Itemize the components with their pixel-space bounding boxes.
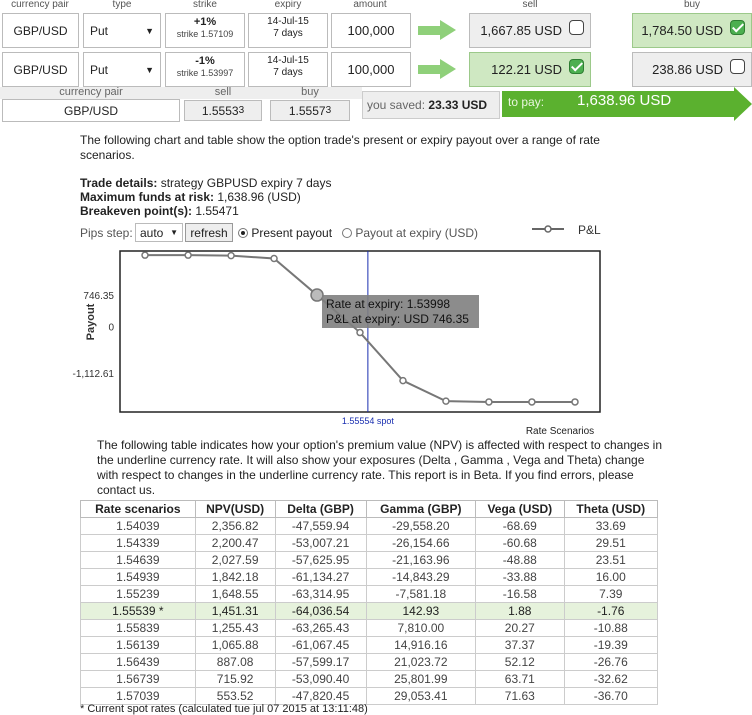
spot-buy-sub: 3 (325, 105, 332, 116)
table-row (81, 535, 658, 552)
table-cell: 7,810.00 (366, 620, 476, 637)
pips-step-value: auto (140, 225, 164, 240)
trade-1-strike-label: strike 1.57109 (176, 29, 234, 39)
max-funds-label: Maximum funds at risk: (80, 190, 215, 204)
trade-1-buy-price[interactable] (632, 13, 752, 48)
table-cell: -61,067.45 (275, 637, 366, 654)
y-tick-label: 0 (108, 322, 114, 334)
table-cell: 1.55539 * (81, 603, 196, 620)
saved-box (362, 91, 500, 119)
table-cell: -19.39 (564, 637, 658, 654)
trade-2-type-value: Put (90, 62, 109, 77)
header-expiry: expiry (274, 0, 302, 10)
y-tick-label: 746.35 (83, 291, 114, 303)
table-cell: -64,036.54 (275, 603, 366, 620)
spot-sell-value: 1.5553 (201, 103, 239, 118)
column-header: Vega (USD) (476, 501, 564, 518)
table-cell: -21,163.96 (366, 552, 476, 569)
dropdown-arrow-icon: ▼ (145, 64, 154, 75)
trade-2-strike-label: strike 1.53997 (176, 68, 234, 78)
table-cell: -33.88 (476, 569, 564, 586)
trade-2-expiry-days: 7 days (273, 67, 303, 78)
chart-legend (532, 226, 564, 232)
table-row (81, 518, 658, 535)
table-cell: -63,314.95 (275, 586, 366, 603)
table-cell: 715.92 (195, 671, 275, 688)
data-point[interactable] (529, 399, 535, 405)
table-cell: -60.68 (476, 535, 564, 552)
greeks-table (80, 500, 658, 705)
table-cell: 29,053.41 (366, 688, 476, 705)
table-cell: 2,356.82 (195, 518, 275, 535)
table-row (81, 569, 658, 586)
table-cell: 63.71 (476, 671, 564, 688)
table-cell: -68.69 (476, 518, 564, 535)
table-cell: -29,558.20 (366, 518, 476, 535)
max-funds (80, 190, 301, 205)
dropdown-arrow-icon: ▼ (170, 228, 178, 237)
table-cell: 1.55839 (81, 620, 196, 637)
arrow-right-icon (418, 59, 458, 79)
table-cell: 1,255.43 (195, 620, 275, 637)
trade-1-buy-checkbox[interactable] (730, 20, 745, 35)
table-cell: 14,916.16 (366, 637, 476, 654)
trade-1-buy-value: 1,784.50 USD (641, 23, 723, 38)
table-cell: -16.58 (476, 586, 564, 603)
trade-details-label: Trade details: (80, 176, 158, 190)
table-cell: -53,090.40 (275, 671, 366, 688)
data-point[interactable] (185, 252, 191, 258)
breakeven-value: 1.55471 (195, 204, 239, 218)
table-cell: 1.88 (476, 603, 564, 620)
table-cell: 37.37 (476, 637, 564, 654)
spot-sell-rate (184, 100, 262, 121)
trade-2-pair: GBP/USD (2, 52, 79, 87)
table-cell: 52.12 (476, 654, 564, 671)
spot-label: 1.55554 spot (341, 416, 394, 426)
trade-1-sell-price[interactable] (469, 13, 591, 48)
trade-details-value: strategy GBPUSD expiry 7 days (160, 176, 332, 190)
max-funds-value: 1,638.96 (USD) (217, 190, 301, 204)
trade-2-sell-value: 122.21 USD (491, 62, 562, 77)
table-cell: -26,154.66 (366, 535, 476, 552)
table-cell: -53,007.21 (275, 535, 366, 552)
trade-1-expiry-date: 14-Jul-15 (267, 16, 309, 27)
trade-details (80, 176, 331, 191)
table-cell: -57,625.95 (275, 552, 366, 569)
x-axis-label: Rate Scenarios (525, 426, 595, 437)
table-cell: 142.93 (366, 603, 476, 620)
table-cell: 887.08 (195, 654, 275, 671)
intro-text: The following chart and table show the option trade's present or expiry payout over a range of rate scenarios. (80, 133, 600, 162)
saved-label: you saved: (367, 98, 426, 112)
arrow-right-icon (418, 20, 458, 40)
trade-1-pair: GBP/USD (2, 13, 79, 48)
trade-2-strike-pct: -1% (195, 55, 215, 67)
legend-pl-text: P&L (578, 223, 601, 237)
table-cell: 29.51 (564, 535, 658, 552)
trade-1-type-value: Put (90, 23, 109, 38)
data-point[interactable] (486, 399, 492, 405)
table-cell: 1.54639 (81, 552, 196, 569)
table-cell: 7.39 (564, 586, 658, 603)
table-cell: 1.55239 (81, 586, 196, 603)
spot-buy-value: 1.5557 (288, 103, 326, 118)
trade-2-sell-checkbox[interactable] (569, 59, 584, 74)
trade-2-expiry[interactable] (248, 52, 328, 87)
breakeven-label: Breakeven point(s): (80, 204, 193, 218)
dropdown-arrow-icon: ▼ (145, 25, 154, 36)
table-intro: The following table indicates how your option's premium value (NPV) is affected with respect to changes in the underline currency rate. It will also show your exposures (Delta , Gamma , Vega and Theta) change with respect to changes in the underline currency rate. This report is in Beta. If you find errors, please contact us. (97, 438, 663, 497)
table-cell: -7,581.18 (366, 586, 476, 603)
saved-value: 23.33 USD (428, 98, 488, 112)
data-point[interactable] (271, 256, 277, 262)
tooltip-rate: Rate at expiry: 1.53998 (326, 297, 451, 311)
trade-1-strike[interactable] (165, 13, 245, 48)
spot-sell-sub: 3 (238, 105, 245, 116)
trade-2-type-select[interactable] (83, 52, 161, 87)
spot-buy-rate (270, 100, 350, 121)
table-cell: -61,134.27 (275, 569, 366, 586)
column-header: Theta (USD) (564, 501, 658, 518)
table-cell: 1.56139 (81, 637, 196, 654)
table-row (81, 671, 658, 688)
table-cell: 21,023.72 (366, 654, 476, 671)
table-cell: 1.54939 (81, 569, 196, 586)
table-row (81, 637, 658, 654)
table-row (81, 654, 658, 671)
table-cell: -26.76 (564, 654, 658, 671)
refresh-button[interactable]: refresh (185, 223, 233, 242)
column-header: Rate scenarios (81, 501, 196, 518)
table-cell: 25,801.99 (366, 671, 476, 688)
trade-1-strike-pct: +1% (193, 16, 217, 28)
y-tick-label: -1,112.61 (72, 368, 114, 380)
table-row (81, 688, 658, 705)
data-point[interactable] (443, 398, 449, 404)
trade-1-type-select[interactable] (83, 13, 161, 48)
table-cell: -63,265.43 (275, 620, 366, 637)
spot-header-buy: buy (301, 86, 319, 98)
breakeven (80, 204, 239, 219)
table-row (81, 552, 658, 569)
table-cell: 33.69 (564, 518, 658, 535)
header-buy: buy (683, 0, 701, 10)
table-cell: -47,820.45 (275, 688, 366, 705)
data-point[interactable] (357, 330, 363, 336)
table-cell: 71.63 (476, 688, 564, 705)
table-cell: 1,842.18 (195, 569, 275, 586)
table-cell: 16.00 (564, 569, 658, 586)
table-cell: -32.62 (564, 671, 658, 688)
trade-1-amount[interactable]: 100,000 (331, 13, 411, 48)
table-row (81, 603, 658, 620)
y-axis-label: Payout (85, 303, 97, 341)
tooltip-pl: P&L at expiry: USD 746.35 (326, 312, 469, 326)
table-cell: -10.88 (564, 620, 658, 637)
trade-2-expiry-date: 14-Jul-15 (267, 55, 309, 66)
payment-summary (362, 87, 752, 121)
footnote: * Current spot rates (calculated tue jul 07 2015 at 13:11:48) (80, 703, 368, 715)
data-point[interactable] (311, 289, 323, 301)
trade-2-buy-value: 238.86 USD (652, 62, 723, 77)
data-point[interactable] (142, 252, 148, 258)
spot-header-sell: sell (214, 86, 232, 98)
trade-2-strike[interactable] (165, 52, 245, 87)
table-cell: -48.88 (476, 552, 564, 569)
spot-header-pair: currency pair (59, 86, 123, 98)
table-row (81, 620, 658, 637)
table-cell: 1,648.55 (195, 586, 275, 603)
trade-2-amount[interactable]: 100,000 (331, 52, 411, 87)
table-cell: 2,027.59 (195, 552, 275, 569)
table-cell: -1.76 (564, 603, 658, 620)
header-currency-pair: currency pair (11, 0, 69, 10)
column-header: NPV(USD) (195, 501, 275, 518)
trade-1-sell-value: 1,667.85 USD (480, 23, 562, 38)
table-cell: 1,065.88 (195, 637, 275, 654)
table-header-row (81, 501, 658, 518)
expiry-payout-label: Payout at expiry (USD) (355, 226, 479, 240)
table-cell: 23.51 (564, 552, 658, 569)
data-point[interactable] (400, 378, 406, 384)
pips-step-label: Pips step: (80, 226, 133, 240)
column-header: Gamma (GBP) (366, 501, 476, 518)
table-cell: 1.56739 (81, 671, 196, 688)
header-sell: sell (522, 0, 538, 10)
to-pay-label: to pay: (508, 95, 545, 109)
trade-2-sell-price[interactable] (469, 52, 591, 87)
trade-1-expiry-days: 7 days (273, 28, 303, 39)
trade-2-buy-checkbox[interactable] (730, 59, 745, 74)
header-strike: strike (193, 0, 217, 10)
table-cell: 1.54039 (81, 518, 196, 535)
header-amount: amount (353, 0, 387, 10)
table-cell: 1,451.31 (195, 603, 275, 620)
chart-tooltip (322, 295, 479, 328)
table-cell: 553.52 (195, 688, 275, 705)
trade-1-expiry[interactable] (248, 13, 328, 48)
spot-pair: GBP/USD (2, 99, 180, 122)
table-row (81, 586, 658, 603)
table-cell: 1.56439 (81, 654, 196, 671)
header-type: type (112, 0, 132, 10)
trade-2-buy-price[interactable] (632, 52, 752, 87)
table-cell: -36.70 (564, 688, 658, 705)
table-cell: 1.54339 (81, 535, 196, 552)
data-point[interactable] (228, 253, 234, 259)
table-cell: 1.57039 (81, 688, 196, 705)
data-point[interactable] (572, 399, 578, 405)
table-cell: 2,200.47 (195, 535, 275, 552)
trade-1-sell-checkbox[interactable] (569, 20, 584, 35)
table-cell: 20.27 (476, 620, 564, 637)
to-pay-value: 1,638.96 USD (577, 92, 672, 109)
table-cell: -47,559.94 (275, 518, 366, 535)
column-header: Delta (GBP) (275, 501, 366, 518)
payout-chart (72, 218, 620, 437)
present-payout-label: Present payout (251, 226, 333, 240)
table-cell: -14,843.29 (366, 569, 476, 586)
table-cell: -57,599.17 (275, 654, 366, 671)
